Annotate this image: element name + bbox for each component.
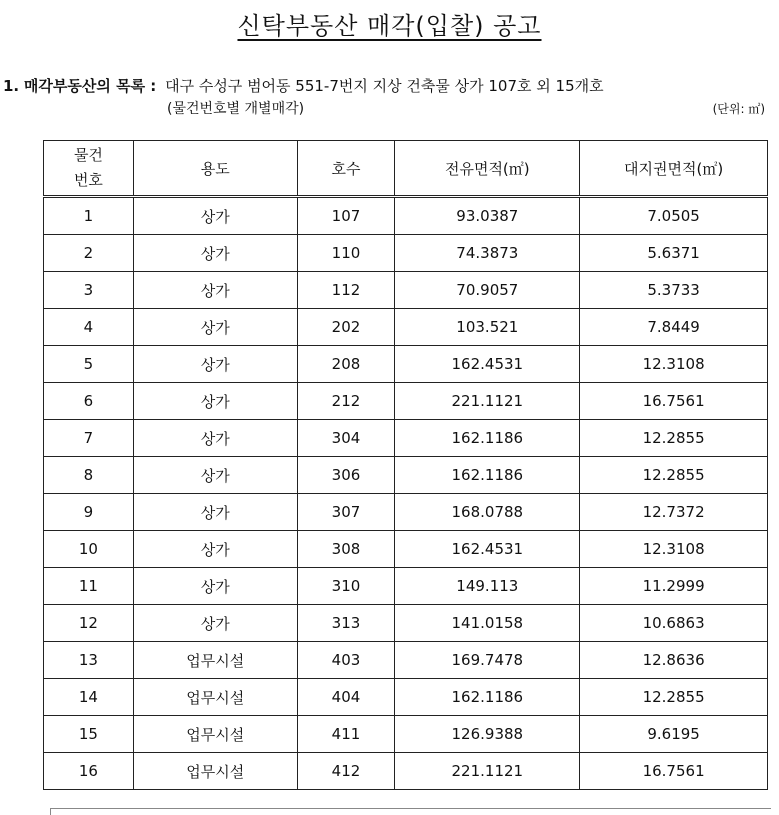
cell-item-no: 6: [44, 383, 134, 420]
cell-exclusive-area: 162.4531: [395, 531, 580, 568]
cell-exclusive-area: 162.1186: [395, 420, 580, 457]
cell-land-right-area: 5.6371: [580, 235, 768, 272]
table-row: [44, 753, 768, 790]
header-land-right-area: 대지권면적(㎡): [580, 141, 768, 197]
cell-use: 상가: [133, 531, 297, 568]
header-exclusive-area: 전유면적(㎡): [395, 141, 580, 197]
cell-unit: 208: [297, 346, 395, 383]
table-row: [44, 197, 768, 235]
cell-use: 업무시설: [133, 753, 297, 790]
cell-land-right-area: 7.0505: [580, 197, 768, 235]
cell-use: 상가: [133, 235, 297, 272]
cell-exclusive-area: 126.9388: [395, 716, 580, 753]
cell-unit: 304: [297, 420, 395, 457]
cell-land-right-area: 10.6863: [580, 605, 768, 642]
header-item-no: [44, 141, 134, 197]
table-row: [44, 716, 768, 753]
cell-use: 상가: [133, 197, 297, 235]
cell-item-no: 14: [44, 679, 134, 716]
cell-use: 업무시설: [133, 679, 297, 716]
cell-item-no: 3: [44, 272, 134, 309]
table-row: [44, 346, 768, 383]
cell-land-right-area: 5.3733: [580, 272, 768, 309]
cell-item-no: 10: [44, 531, 134, 568]
cell-land-right-area: 7.8449: [580, 309, 768, 346]
table-row: [44, 494, 768, 531]
cell-item-no: 12: [44, 605, 134, 642]
page-title: [0, 6, 779, 41]
cell-land-right-area: 16.7561: [580, 753, 768, 790]
cell-use: 상가: [133, 309, 297, 346]
cell-item-no: 15: [44, 716, 134, 753]
cell-unit: 411: [297, 716, 395, 753]
cell-land-right-area: 12.7372: [580, 494, 768, 531]
header-item-no-line1: 물건: [73, 146, 103, 164]
cell-use: 상가: [133, 494, 297, 531]
cell-unit: 307: [297, 494, 395, 531]
cell-item-no: 11: [44, 568, 134, 605]
cell-exclusive-area: 162.1186: [395, 679, 580, 716]
cell-land-right-area: 16.7561: [580, 383, 768, 420]
unit-note: (단위: ㎡): [712, 102, 765, 116]
cell-unit: 107: [297, 197, 395, 235]
cell-exclusive-area: 70.9057: [395, 272, 580, 309]
cell-exclusive-area: 74.3873: [395, 235, 580, 272]
cell-exclusive-area: 221.1121: [395, 753, 580, 790]
cell-item-no: 4: [44, 309, 134, 346]
table-row: [44, 568, 768, 605]
cell-item-no: 9: [44, 494, 134, 531]
cell-unit: 212: [297, 383, 395, 420]
table-row: [44, 679, 768, 716]
cell-use: 상가: [133, 605, 297, 642]
section-number: 1.: [3, 77, 20, 95]
cell-exclusive-area: 168.0788: [395, 494, 580, 531]
table-row: [44, 383, 768, 420]
cell-unit: 404: [297, 679, 395, 716]
sale-method-note: (물건번호별 개별매각): [167, 101, 305, 117]
cell-use: 업무시설: [133, 716, 297, 753]
cell-unit: 306: [297, 457, 395, 494]
cell-unit: 313: [297, 605, 395, 642]
section-heading: [3, 75, 604, 96]
cell-item-no: 13: [44, 642, 134, 679]
table-row: [44, 420, 768, 457]
cell-land-right-area: 11.2999: [580, 568, 768, 605]
cell-land-right-area: 9.6195: [580, 716, 768, 753]
cell-item-no: 16: [44, 753, 134, 790]
cell-use: 상가: [133, 346, 297, 383]
cell-exclusive-area: 221.1121: [395, 383, 580, 420]
header-unit: 호수: [297, 141, 395, 197]
cell-item-no: 7: [44, 420, 134, 457]
cell-exclusive-area: 162.1186: [395, 457, 580, 494]
cell-item-no: 1: [44, 197, 134, 235]
cell-use: 상가: [133, 568, 297, 605]
cell-land-right-area: 12.3108: [580, 346, 768, 383]
cell-exclusive-area: 103.521: [395, 309, 580, 346]
section-value: 대구 수성구 범어동 551-7번지 지상 건축물 상가 107호 외 15개호: [165, 77, 604, 95]
cell-land-right-area: 12.3108: [580, 531, 768, 568]
cell-land-right-area: 12.2855: [580, 420, 768, 457]
cell-exclusive-area: 169.7478: [395, 642, 580, 679]
cell-exclusive-area: 93.0387: [395, 197, 580, 235]
title-text: 신탁부동산 매각(입찰) 공고: [237, 12, 542, 40]
cell-unit: 308: [297, 531, 395, 568]
cell-use: 상가: [133, 272, 297, 309]
cell-land-right-area: 12.8636: [580, 642, 768, 679]
cell-exclusive-area: 162.4531: [395, 346, 580, 383]
cell-unit: 110: [297, 235, 395, 272]
cell-item-no: 8: [44, 457, 134, 494]
cell-land-right-area: 12.2855: [580, 457, 768, 494]
cell-item-no: 2: [44, 235, 134, 272]
cell-use: 업무시설: [133, 642, 297, 679]
table-row: [44, 642, 768, 679]
cell-land-right-area: 12.2855: [580, 679, 768, 716]
cell-item-no: 5: [44, 346, 134, 383]
property-list-table: [43, 140, 768, 790]
cell-use: 상가: [133, 457, 297, 494]
cell-use: 상가: [133, 420, 297, 457]
cell-use: 상가: [133, 383, 297, 420]
section-label: 매각부동산의 목록 :: [23, 77, 157, 95]
table-row: [44, 531, 768, 568]
table-row: [44, 605, 768, 642]
table-row: [44, 235, 768, 272]
cell-unit: 112: [297, 272, 395, 309]
cell-exclusive-area: 141.0158: [395, 605, 580, 642]
cell-unit: 202: [297, 309, 395, 346]
cell-exclusive-area: 149.113: [395, 568, 580, 605]
header-item-no-line2: 번호: [73, 171, 103, 189]
cell-unit: 412: [297, 753, 395, 790]
cell-unit: 403: [297, 642, 395, 679]
table-row: [44, 309, 768, 346]
table-header-row: [44, 141, 768, 197]
table-row: [44, 272, 768, 309]
cell-unit: 310: [297, 568, 395, 605]
header-use: 용도: [133, 141, 297, 197]
table-row: [44, 457, 768, 494]
